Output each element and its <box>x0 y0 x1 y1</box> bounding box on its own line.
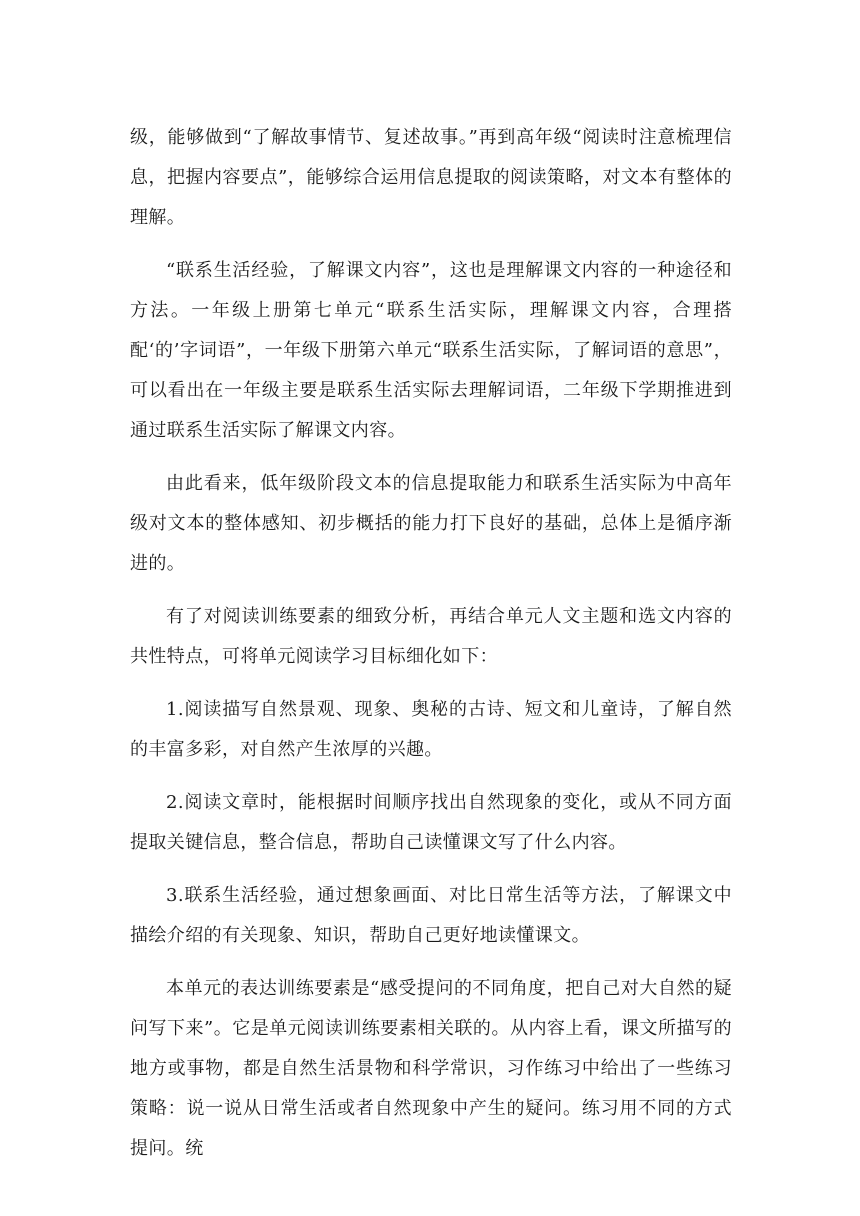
paragraph-conclusion: 由此看来，低年级阶段文本的信息提取能力和联系生活实际为中高年级对文本的整体感知、初步概括的能力打下良好的基础，总体上是循序渐进的。 <box>130 473 732 574</box>
document-page <box>130 118 732 1182</box>
paragraph-expression-elements: 本单元的表达训练要素是“感受提问的不同角度，把自己对大自然的疑问写下来”。它是单元阅读训练要素相关联的。从内容上看，课文所描写的地方或事物，都是自然生活景物和科学常识，习作练习中给出了一些练习策略：说一说从日常生活或者自然现象中产生的疑问。练习用不同的方式提问。统 <box>130 978 732 1159</box>
paragraph-goals-intro: 有了对阅读训练要素的细致分析，再结合单元人文主题和选文内容的共性特点，可将单元阅读学习目标细化如下： <box>130 606 732 667</box>
paragraph-continuation: 级，能够做到“了解故事情节、复述故事。”再到高年级“阅读时注意梳理信息，把握内容要点”，能够综合运用信息提取的阅读策略，对文本有整体的理解。 <box>130 127 732 228</box>
paragraph-life-experience: “联系生活经验，了解课文内容”，这也是理解课文内容的一种途径和方法。一年级上册第七单元“联系生活实际，理解课文内容，合理搭配‘的’字词语”，一年级下册第六单元“联系生活实际，了解词语的意思”，可以看出在一年级主要是联系生活实际去理解词语，二年级下学期推进到通过联系生活实际了解课文内容。 <box>130 260 732 441</box>
paragraph-goal-1: 1.阅读描写自然景观、现象、奥秘的古诗、短文和儿童诗，了解自然的丰富多彩，对自然产生浓厚的兴趣。 <box>130 699 732 760</box>
paragraph-goal-2: 2.阅读文章时，能根据时间顺序找出自然现象的变化，或从不同方面提取关键信息，整合信息，帮助自己读懂课文写了什么内容。 <box>130 792 732 853</box>
paragraph-goal-3: 3.联系生活经验，通过想象画面、对比日常生活等方法，了解课文中描绘介绍的有关现象、知识，帮助自己更好地读懂课文。 <box>130 885 732 946</box>
